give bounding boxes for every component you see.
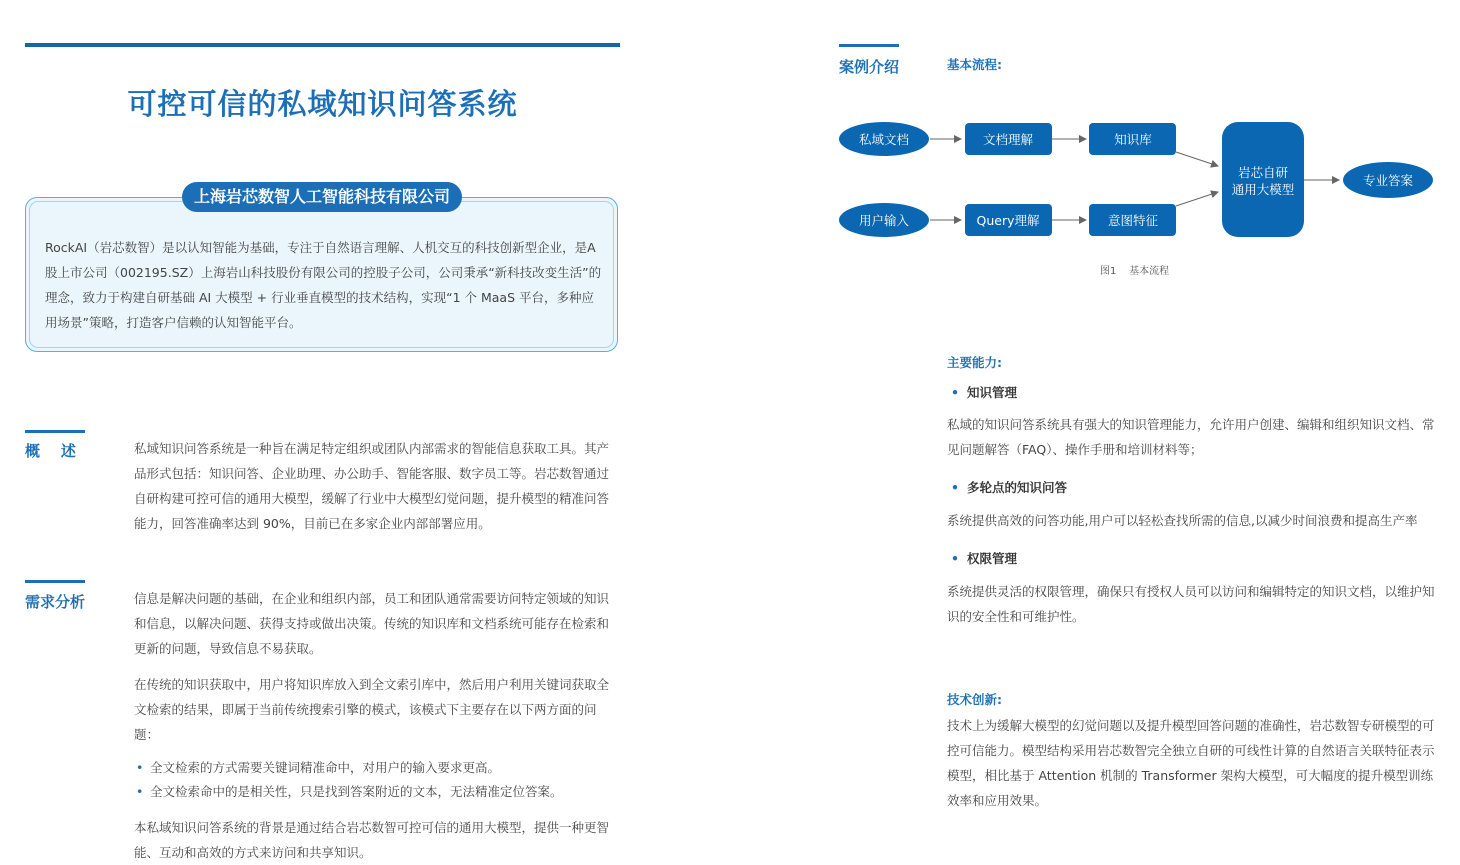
flow-arrow xyxy=(1176,152,1218,166)
page-title: 可控可信的私域知识问答系统 xyxy=(127,87,518,121)
node-intent-features-label: 意图特征 xyxy=(1107,213,1159,228)
bullet-dot-icon: • xyxy=(951,480,959,495)
needs-bullet-list xyxy=(134,756,621,804)
needs-rule xyxy=(25,580,85,583)
needs-content xyxy=(134,586,621,865)
company-name-badge: 上海岩芯数智人工智能科技有限公司 xyxy=(182,182,462,212)
needs-label: 需求分析 xyxy=(25,593,86,611)
flow-heading: 基本流程: xyxy=(947,57,1002,72)
node-general-model-line1: 岩芯自研 xyxy=(1237,165,1289,180)
capability-text: 私域的知识问答系统具有强大的知识管理能力，允许用户创建、编辑和组织知识文档、常见问题解答（FAQ）、操作手册和培训材料等； xyxy=(947,417,1435,457)
capability-title xyxy=(951,383,1017,401)
node-doc-understanding-label: 文档理解 xyxy=(982,132,1034,147)
top-rule xyxy=(25,43,620,47)
overview-rule xyxy=(25,430,85,433)
bullet-dot-icon: • xyxy=(951,385,959,400)
innovation-heading: 技术创新: xyxy=(947,692,1002,707)
node-user-input-label: 用户输入 xyxy=(858,213,910,228)
node-general-model-line2: 通用大模型 xyxy=(1231,182,1295,197)
overview-label: 概 述 xyxy=(25,442,76,460)
node-private-docs-label: 私域文档 xyxy=(858,132,910,147)
bullet-dot-icon: • xyxy=(951,551,959,566)
capability-title xyxy=(951,478,1067,496)
list-item: • 全文检索命中的是相关性，只是找到答案附近的文本，无法精准定位答案。 xyxy=(134,780,621,804)
figure-caption: 图1 基本流程 xyxy=(1100,266,1170,277)
list-item: • 全文检索的方式需要关键词精准命中，对用户的输入要求更高。 xyxy=(134,756,621,780)
capability-title-text: 知识管理 xyxy=(967,385,1018,400)
capabilities-heading: 主要能力: xyxy=(947,355,1002,370)
needs-paragraph-1: 信息是解决问题的基础，在企业和组织内部，员工和团队通常需要访问特定领域的知识和信息，以解决问题、获得支持或做出决策。传统的知识库和文档系统可能存在检索和更新的问题，导致信息不易获取。 xyxy=(134,591,610,656)
case-intro-label: 案例介绍 xyxy=(839,58,900,76)
needs-paragraph-3: 本私域知识问答系统的背景是通过结合岩芯数智可控可信的通用大模型，提供一种更智能、互动和高效的方式来访问和共享知识。 xyxy=(134,820,610,860)
case-rule xyxy=(839,44,899,47)
node-query-understanding-label: Query理解 xyxy=(976,213,1040,228)
overview-text: 私域知识问答系统是一种旨在满足特定组织或团队内部需求的智能信息获取工具。其产品形式包括：知识问答、企业助理、办公助手、智能客服、数字员工等。岩芯数智通过自研构建可控可信的通用大模型，缓解了行业中大模型幻觉问题，提升模型的精准问答能力，回答准确率达到 90%，目前已在多家企业内部部署应用。 xyxy=(134,441,610,531)
node-professional-answer-label: 专业答案 xyxy=(1362,173,1414,188)
capability-title-text: 权限管理 xyxy=(967,551,1018,566)
company-description: RockAI（岩芯数智）是以认知智能为基础，专注于自然语言理解、人机交互的科技创新型企业，是A股上市公司（002195.SZ）上海岩山科技股份有限公司的控股子公司，公司秉承“新科技改变生活”的理念，致力于构建自研基础 AI 大模型 + 行业垂直模型的技术结构，实现“1 个 MaaS 平台，多种应用场景”策略，打造客户信赖的认知智能平台。 xyxy=(45,240,602,330)
capability-title xyxy=(951,549,1017,567)
capability-text: 系统提供高效的问答功能,用户可以轻松查找所需的信息,以减少时间浪费和提高生产率 xyxy=(947,513,1418,528)
innovation-text: 技术上为缓解大模型的幻觉问题以及提升模型回答问题的准确性，岩芯数智专研模型的可控可信能力。模型结构采用岩芯数智完全独立自研的可线性计算的自然语言关联特征表示模型，相比基于 Attention 机制的 Transformer 架构大模型，可大幅度的提升模型训练效率和应用效果。 xyxy=(947,718,1435,808)
capability-title-text: 多轮点的知识问答 xyxy=(967,480,1068,495)
flow-diagram xyxy=(830,110,1450,250)
needs-paragraph-2: 在传统的知识获取中，用户将知识库放入到全文索引库中，然后用户利用关键词获取全文检索的结果，即属于当前传统搜索引擎的模式，该模式下主要存在以下两方面的问题： xyxy=(134,677,610,742)
flow-arrow xyxy=(1176,192,1218,206)
node-knowledge-base-label: 知识库 xyxy=(1114,132,1152,147)
capability-text: 系统提供灵活的权限管理，确保只有授权人员可以访问和编辑特定的知识文档，以维护知识的安全性和可维护性。 xyxy=(947,584,1435,624)
